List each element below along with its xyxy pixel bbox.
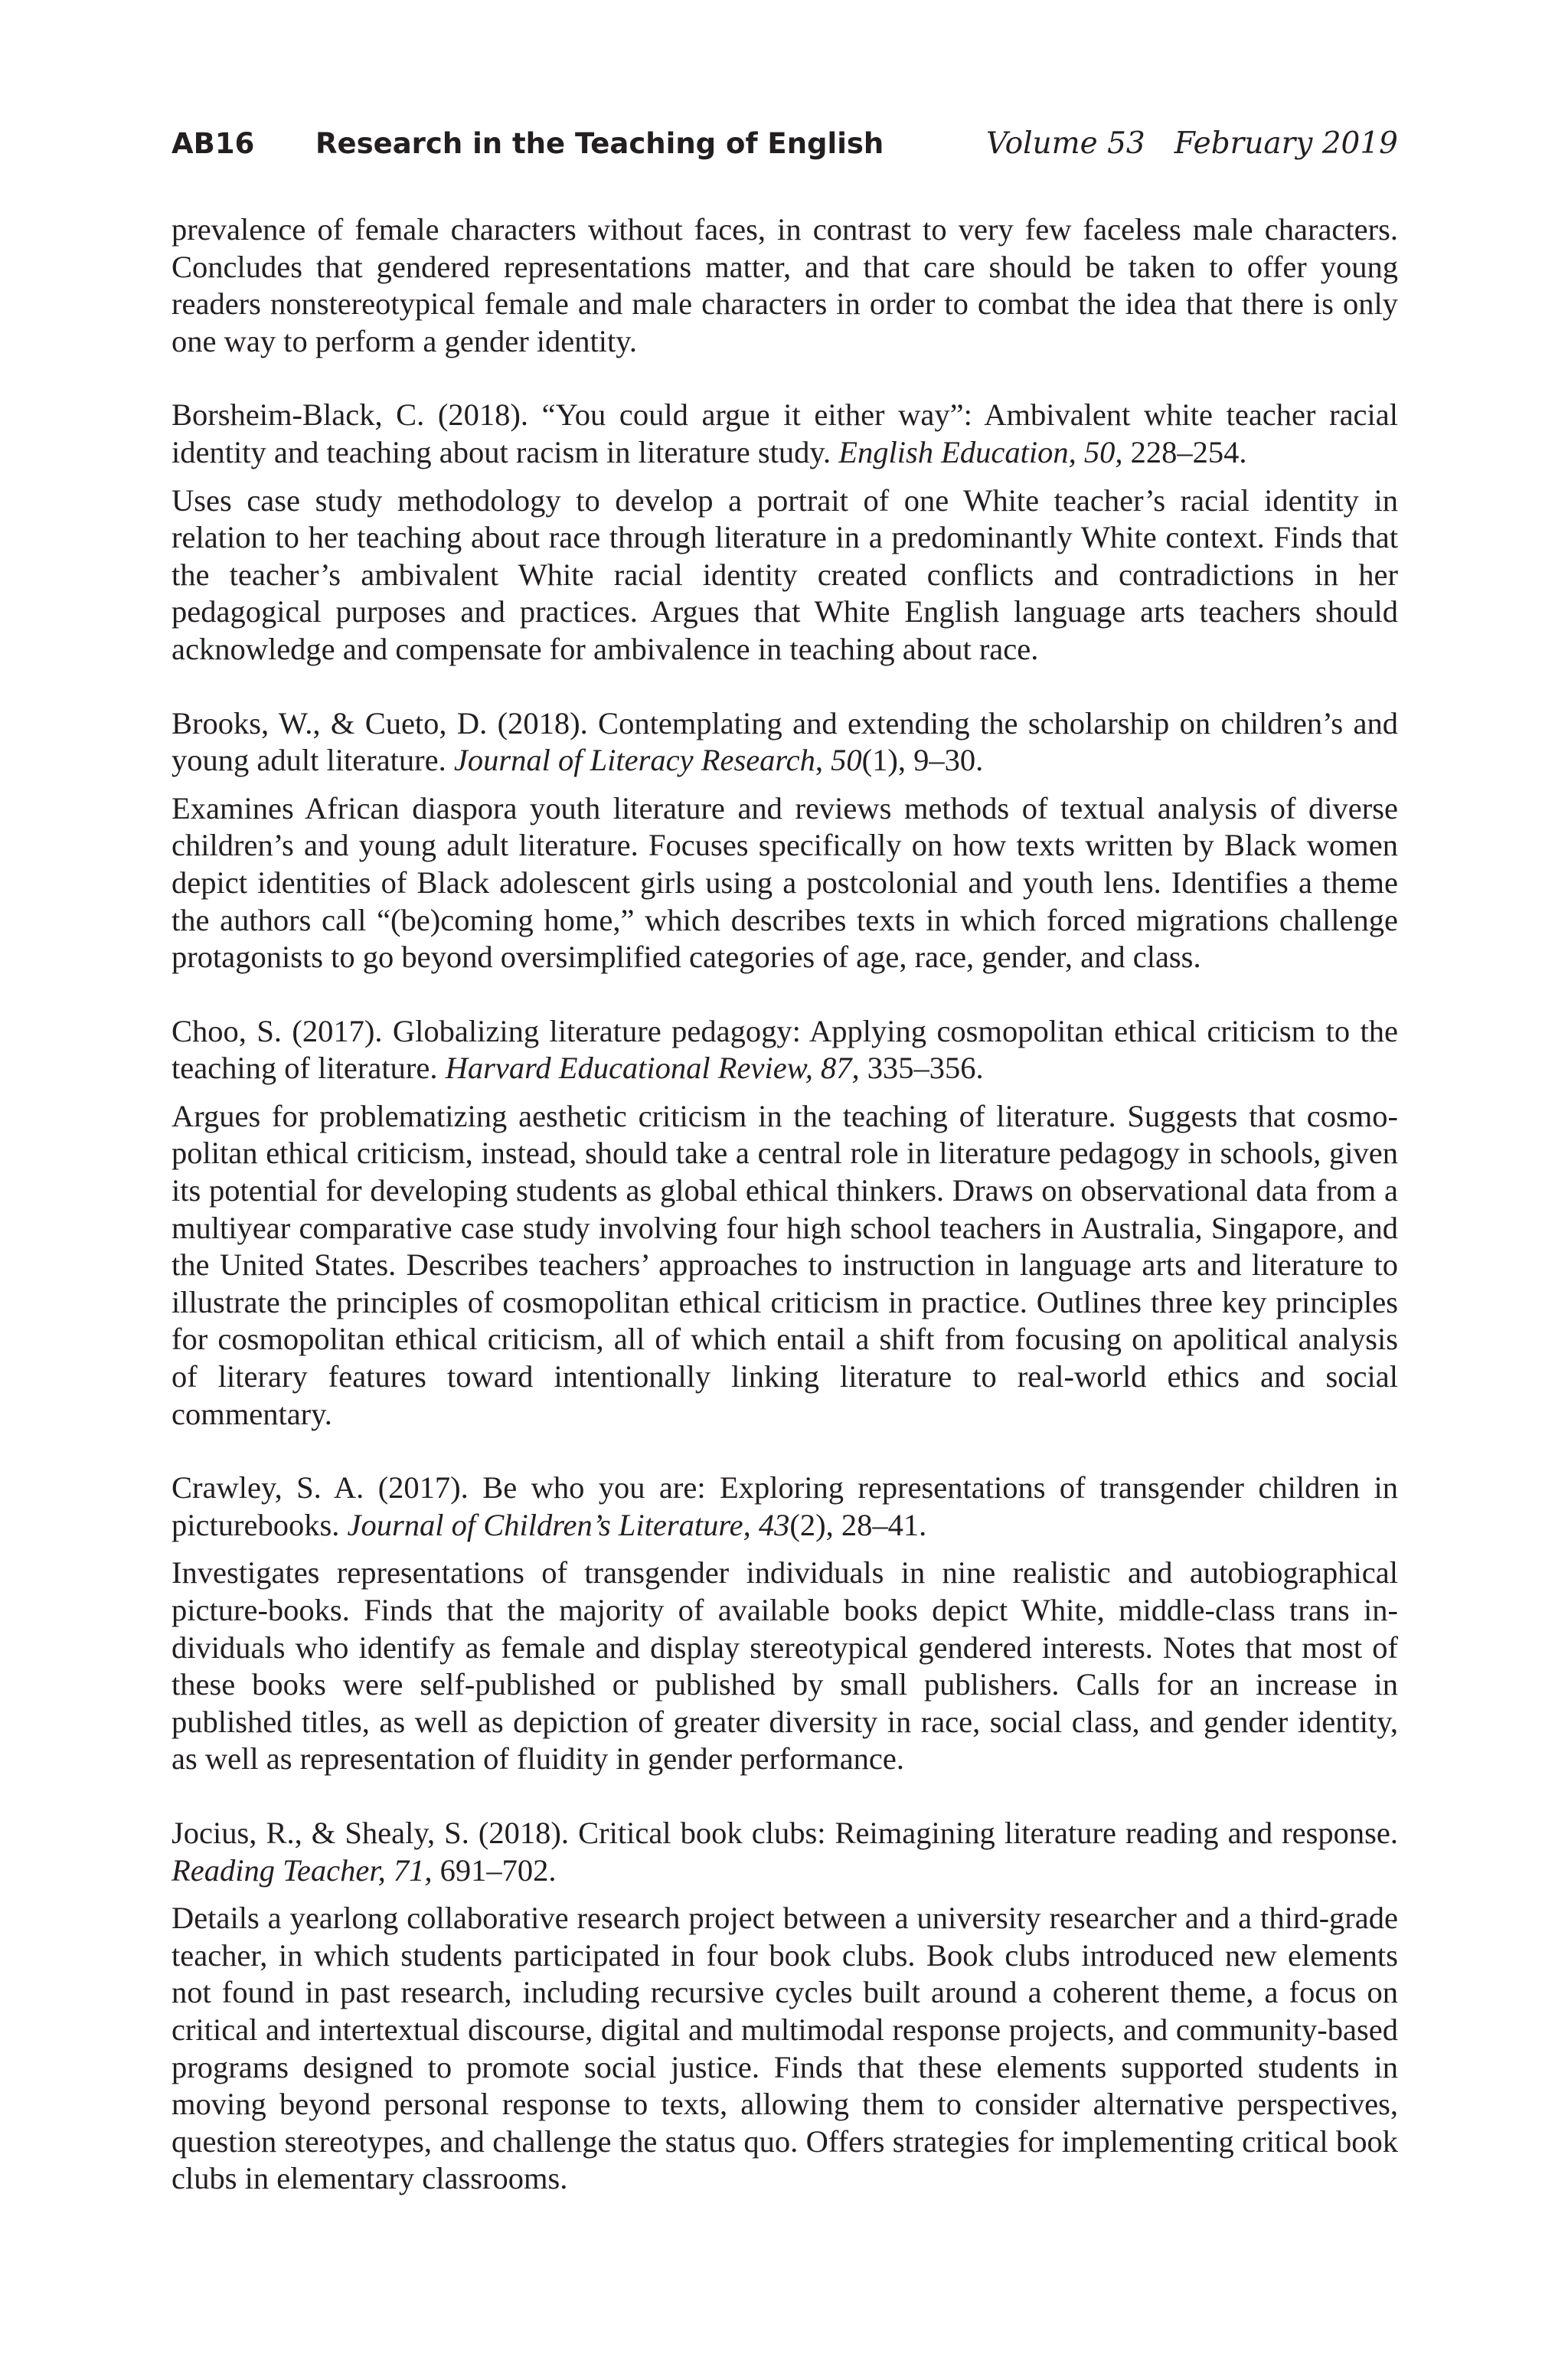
issue-date: February 2019 — [1174, 126, 1398, 161]
continued-abstract: prevalence of female characters without faces, in contrast to very few faceless male characters. Concludes that gendered representations matter, and that care should be taken to offer young readers nonstereotypical female and male characters in order to combat the idea that there is only one way to perform a gender identity. — [172, 212, 1398, 358]
bibliography-entry — [172, 1815, 1398, 2198]
citation-pages: (1), 9–30. — [861, 743, 984, 778]
citation-source: Journal of Children’s Literature, 43 — [347, 1507, 790, 1542]
citation-volume: 50 — [831, 743, 862, 778]
citation-text: Borsheim-Black, C. (2018). “You could argue it either way”: Ambivalent white teacher racial identity and teaching about racism in literature study. — [172, 397, 1398, 469]
citation-pages: (2), 28–41. — [789, 1507, 927, 1542]
citation-source: Journal of Literacy Research — [453, 743, 815, 778]
citation — [172, 1815, 1398, 1889]
volume-label: Volume 53 — [986, 126, 1145, 161]
citation-pages: 691–702. — [432, 1852, 557, 1888]
abstract: Details a yearlong collaborative research project between a university researcher and a third-grade teacher, in which students participated in four book clubs. Book clubs introduced new elements not found in past research, including recursive cycles built around a coherent theme, a focus on critical and intertextual discourse, digital and multimodal response projects, and community-based programs designed to promote social justice. Finds that these elements supported students in moving beyond personal response to texts, allowing them to consider alternative perspectives, question stereotypes, and challenge the status quo. Offers strategies for implementing critical book clubs in elementary classrooms. — [172, 1901, 1398, 2196]
bibliography-entry — [172, 1013, 1398, 1433]
citation-source: Harvard Educational Review, 87, — [445, 1051, 860, 1086]
citation-pages: 228–254. — [1122, 434, 1247, 469]
bibliography-entry — [172, 397, 1398, 668]
journal-title: Research in the Teaching of English — [315, 127, 884, 160]
citation-pages: 335–356. — [859, 1051, 984, 1086]
bibliography-entry — [172, 1469, 1398, 1778]
citation-separator: , — [815, 743, 831, 778]
citation-text: Brooks, W., & Cueto, D. (2018). Contemplating and extending the scholarship on children’s and young adult literature. — [172, 705, 1398, 778]
citation — [172, 1469, 1398, 1544]
abstract: Examines African diaspora youth literature and reviews methods of textual analysis of diverse children’s and young adult literature. Focuses specifically on how texts written by Black women depict identities of Black adolescent girls using a postcolonial and youth lens. Identifies a theme the authors call “(be)coming home,” which describes texts in which forced migrations challenge protagonists to go beyond oversimplified categories of age, race, gender, and class. — [172, 790, 1398, 975]
citation-text: Crawley, S. A. (2017). Be who you are: Exploring representations of transgender children in picturebooks. — [172, 1470, 1398, 1542]
abstract: Argues for problematizing aesthetic criticism in the teaching of literature. Suggests that cosmo-politan ethical criticism, instead, should take a central role in literature pedagogy in schools, given its potential for developing students as global ethical thinkers. Draws on observational data from a multiyear comparative case study involving four high school teachers in Australia, Singapore, and the United States. Describes teachers’ approaches to instruction in language arts and literature to illustrate the principles of cosmopolitan ethical criticism in practice. Outlines three key principles for cosmopolitan ethical criticism, all of which entail a shift from focusing on apolitical analysis of literary features toward intentionally linking literature to real-world ethics and social commentary. — [172, 1098, 1398, 1431]
bibliography-entry — [172, 705, 1398, 976]
citation — [172, 397, 1398, 471]
citation-source: English Education, 50, — [838, 434, 1123, 469]
running-header — [172, 121, 1398, 167]
citation — [172, 705, 1398, 780]
page-number: AB16 — [172, 127, 255, 160]
citation — [172, 1013, 1398, 1087]
abstract: Investigates representations of transgender individuals in nine realistic and autobiographical picture-books. Finds that the majority of available books depict White, middle-class trans in-dividuals who identify as female and display stereotypical gendered interests. Notes that most of these books were self-published or published by small publishers. Calls for an increase in published titles, as well as depiction of greater diversity in race, social class, and gender identity, as well as representation of fluidity in gender performance. — [172, 1555, 1398, 1777]
citation-text: Choo, S. (2017). Globalizing literature pedagogy: Applying cosmopolitan ethical criticism to the teaching of literature. — [172, 1013, 1398, 1086]
abstract: Uses case study methodology to develop a portrait of one White teacher’s racial identity in relation to her teaching about race through literature in a predominantly White context. Finds that the teacher’s ambivalent White racial identity created conflicts and contradictions in her pedagogical purposes and practices. Argues that White English language arts teachers should acknowledge and compensate for ambivalence in teaching about race. — [172, 482, 1398, 666]
citation-source: Reading Teacher, 71, — [172, 1852, 433, 1888]
citation-text: Jocius, R., & Shealy, S. (2018). Critical book clubs: Reimagining literature reading and response. — [172, 1815, 1398, 1850]
article-body — [172, 211, 1398, 2198]
